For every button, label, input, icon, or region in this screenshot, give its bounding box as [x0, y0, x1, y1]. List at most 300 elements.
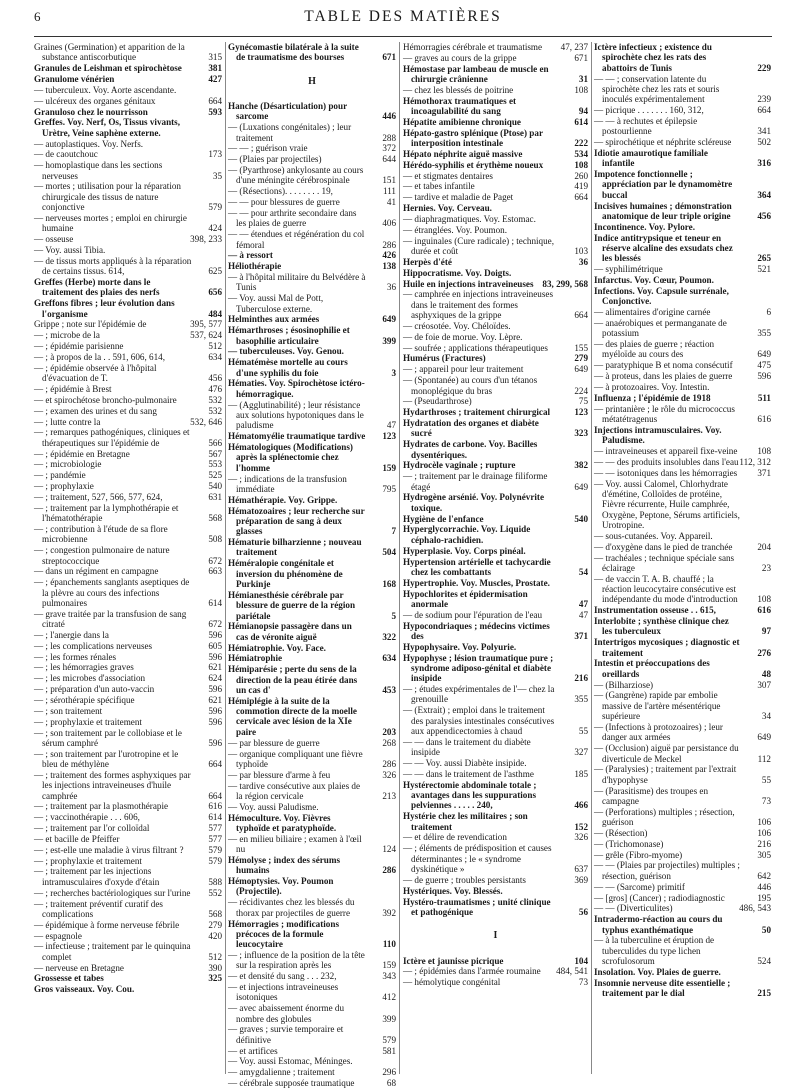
index-page-ref: 108 — [757, 594, 771, 605]
index-page-ref: 108 — [574, 159, 588, 170]
index-entry — [34, 330, 222, 340]
index-entry — [34, 449, 222, 459]
index-entry-text: Granulome vénérien — [34, 74, 115, 85]
index-entry-text: Instrumentation osseuse . . 615, — [594, 605, 716, 616]
index-entry-text: — ; traitement des formes asphyxiques par les injections intraveineuses d'huile camphrée — [34, 769, 191, 801]
index-entry-text: Hématurie bilharzienne ; nouveau traitement — [228, 537, 362, 558]
index-entry — [228, 293, 396, 314]
index-page-ref: 47 — [386, 420, 396, 431]
index-entry-text: — picrique . . . . . . . 160, 312, — [594, 105, 704, 116]
index-entry — [403, 705, 588, 736]
index-entry-text: — ; pandémie — [34, 470, 86, 481]
index-page-ref: 50 — [761, 924, 771, 935]
index-page-ref: 664 — [574, 310, 588, 321]
index-page-ref: 279 — [574, 353, 588, 364]
index-page-ref: 323 — [574, 428, 588, 439]
index-entry-text: — — pour blessures de guerre — [228, 197, 340, 208]
index-entry-text: — ; indications de la transfusion immédiate — [228, 473, 347, 494]
index-entry-text: Hydratation des organes et diabète sucré — [403, 418, 539, 439]
index-entry-text: Huile en injections intraveineuses — [403, 278, 534, 289]
index-page-ref: 553 — [208, 459, 222, 470]
index-entry-text: — — à rechutes et épilepsie postourlienne — [594, 115, 698, 137]
index-entry-text: Hémiplégie à la suite de la commotion directe de la moelle cervicale avec lésion de la XIe paire — [228, 695, 357, 737]
index-entry — [594, 233, 771, 264]
index-entry — [34, 481, 222, 491]
index-entry — [594, 275, 771, 285]
index-entry-text: Hémiparésie ; perte du sens de la direction de la peau étirée dans un cas d' — [228, 664, 358, 695]
index-entry — [403, 257, 588, 267]
index-entry-text: — Voy. aussi Estomac, Méninges. — [228, 1056, 353, 1067]
index-entry — [403, 160, 588, 170]
index-page-ref: 579 — [208, 844, 222, 855]
index-page-ref: 671 — [382, 52, 396, 63]
index-entry-text: Greffes. Voy. Nerf, Os, Tissus vivants, Urètre, Veine saphène externe. — [34, 117, 181, 138]
index-entry — [34, 577, 222, 608]
index-entry-text: — (Parasitisme) des troupes en campagne — [594, 785, 709, 806]
index-entry-text: — spirochétique et néphrite scléreuse — [594, 137, 732, 148]
index-page-ref: 566 — [208, 437, 222, 448]
index-entry — [228, 272, 396, 293]
index-page-ref: 276 — [757, 647, 771, 658]
index-entry — [594, 893, 771, 903]
index-page-ref: 671 — [574, 52, 588, 63]
index-entry-text: Gros vaisseaux. Voy. Cou. — [34, 984, 135, 995]
index-entry — [403, 514, 588, 524]
index-entry — [228, 400, 396, 431]
index-page-ref: 279 — [208, 919, 222, 930]
index-page-ref: 195 — [757, 892, 771, 903]
index-entry-text: Hérédo-syphilis et érythème noueux — [403, 159, 544, 170]
index-column-4 — [594, 42, 771, 1082]
index-entry — [594, 425, 771, 446]
index-page-ref: 372 — [382, 143, 396, 154]
index-page-ref: 112 — [757, 753, 771, 764]
index-entry-text: Hippocratisme. Voy. Doigts. — [403, 267, 512, 278]
index-entry-text: — ; microbiologie — [34, 459, 102, 470]
index-entry-text: — tuberculeuses. Voy. Genou. — [228, 346, 344, 357]
index-entry-text: — ; traitement par la plasmothérapie — [34, 801, 169, 812]
index-entry — [594, 690, 771, 721]
index-entry — [594, 764, 771, 785]
index-entry — [594, 137, 771, 147]
index-entry — [228, 506, 396, 537]
index-entry-text: — sous-cutanées. Voy. Appareil. — [594, 530, 713, 541]
index-entry — [403, 524, 588, 545]
index-entry-text: — avec abaissement énorme du nombre des globules — [228, 1003, 345, 1024]
index-entry — [228, 558, 396, 589]
index-page-ref: 47 — [578, 598, 588, 609]
index-entry-text: — ; congestion pulmonaire de nature streptococcique — [34, 545, 170, 566]
index-entry — [403, 897, 588, 918]
index-entry-text: — ; les formes rénales — [34, 651, 117, 662]
index-column-2 — [228, 42, 396, 1089]
index-entry — [403, 42, 588, 52]
index-entry — [403, 966, 588, 976]
index-entry — [403, 653, 588, 684]
index-entry-text: — ; prophylaxie et traitement — [34, 855, 142, 866]
index-entry — [228, 664, 396, 695]
index-entry-text: Hypertension artérielle et tachycardie chez les combattants — [403, 556, 551, 577]
index-entry — [403, 214, 588, 224]
index-page-ref: 47 — [578, 609, 588, 620]
index-page-ref: 36 — [578, 256, 588, 267]
index-entry — [228, 1056, 396, 1066]
index-entry-text: — (Gangrène) rapide par embolie massive de l'artère mésentérique supérieure — [594, 690, 721, 722]
index-entry — [403, 737, 588, 758]
index-entry-text: — — dans le traitement de l'asthme — [403, 768, 534, 779]
index-page-ref: 621 — [208, 694, 222, 705]
index-page-ref: 97 — [761, 626, 771, 637]
index-page-ref: 637 — [574, 863, 588, 874]
index-entry — [228, 738, 396, 748]
index-page-ref: 532, 646 — [190, 416, 222, 427]
index-page-ref: 634 — [208, 351, 222, 362]
section-letter: I — [493, 930, 498, 942]
index-entry-text: — ; contribution à l'étude de sa flore microbienne — [34, 523, 168, 545]
index-page-ref: 3 — [391, 367, 396, 378]
index-entry — [403, 610, 588, 620]
index-entry — [34, 319, 222, 329]
index-entry-text: Ictère infectieux ; existence du spirochète chez les rats des abattoirs de Tunis — [594, 42, 712, 73]
index-page-ref: 656 — [208, 287, 222, 298]
index-entry — [594, 371, 771, 381]
index-entry — [228, 42, 396, 63]
index-page-ref: 110 — [382, 939, 396, 950]
index-entry-text: Intertrigos mycosiques ; diagnostic et traitement — [594, 637, 740, 658]
index-entry-text: — alimentaires d'origine carnée — [594, 307, 711, 318]
index-entry — [594, 286, 771, 307]
index-entry-text: Idiotie amaurotique familiale infantile — [594, 147, 708, 169]
index-entry-text: — à l'hôpital militaire du Belvédère à Tunis — [228, 272, 366, 293]
index-page-ref: 588 — [208, 876, 222, 887]
index-entry-text: — ; appareil pour leur traitement — [403, 364, 524, 375]
index-entry-text: — syphilimétrique — [594, 264, 663, 275]
index-entry — [34, 812, 222, 822]
index-entry-text: Hypophyse ; lésion traumatique pure ; syndrome adiposo-génital et diabète insipide — [403, 652, 554, 684]
index-page-ref: 475 — [757, 360, 771, 371]
index-entry — [34, 609, 222, 630]
index-entry-text: — et délire de revendication — [403, 832, 507, 843]
index-page-ref: 371 — [574, 630, 588, 641]
index-entry-text: — de tissus morts appliqués à la réparation de certains tissus. 614, — [34, 255, 192, 277]
index-entry — [34, 931, 222, 941]
index-entry — [228, 834, 396, 855]
index-entry — [228, 474, 396, 495]
index-entry — [34, 652, 222, 662]
index-page-ref: 371 — [757, 467, 771, 478]
index-page-ref: 288 — [382, 132, 396, 143]
page-header — [34, 6, 772, 32]
index-page-ref: 537, 624 — [190, 330, 222, 341]
index-entry-text: — (Luxations congénitales) ; leur traitement — [228, 122, 352, 143]
index-entry-text: — ; recherches bactériologiques sur l'urine — [34, 887, 191, 898]
index-entry — [403, 557, 588, 578]
index-entry-text: — par blessure de guerre — [228, 737, 320, 748]
index-page-ref: 152 — [574, 821, 588, 832]
index-page-ref: 35 — [212, 170, 222, 181]
index-entry — [228, 1046, 396, 1056]
index-page-ref: 524 — [757, 956, 771, 967]
index-page-ref: 593 — [208, 106, 222, 117]
index-entry — [228, 197, 396, 207]
index-page-ref: 316 — [757, 158, 771, 169]
index-entry-text: — et injections intraveineuses isotoniques — [228, 982, 339, 1003]
index-entry-text: — ; lutte contre la — [34, 416, 101, 427]
index-entry — [34, 630, 222, 640]
index-entry-text: — — (Diverticulites) — [594, 903, 673, 914]
index-entry — [403, 758, 588, 768]
index-entry — [594, 542, 771, 552]
index-entry — [228, 1067, 396, 1077]
index-entry-text: Hyperplasie. Voy. Corps pinéal. — [403, 545, 526, 556]
index-page-ref: 36 — [386, 282, 396, 293]
index-page-ref: 390 — [208, 962, 222, 973]
index-entry-text: Héliothérapie — [228, 261, 282, 272]
index-page-ref: 54 — [578, 566, 588, 577]
index-entry — [228, 314, 396, 324]
index-entry — [594, 616, 771, 637]
index-page-ref: 355 — [757, 328, 771, 339]
index-page-ref: 399 — [382, 335, 396, 346]
index-entry-text: Grossesse et tabes — [34, 973, 104, 984]
index-entry-text: — — ; guérison vraie — [228, 143, 308, 154]
index-entry-text: — ; les complications nerveuses — [34, 640, 153, 651]
index-entry — [594, 637, 771, 658]
index-entry — [228, 813, 396, 834]
index-entry-text: — — Voy. aussi Diabète insipide. — [403, 758, 527, 769]
index-page-ref: 216 — [757, 838, 771, 849]
index-entry — [34, 823, 222, 833]
index-entry-text: Hernies. Voy. Cerveau. — [403, 203, 492, 214]
index-entry — [403, 171, 588, 181]
index-entry — [34, 42, 222, 63]
index-entry — [403, 128, 588, 149]
index-entry-text: — ; traitement, 527, 566, 577, 624, — [34, 491, 163, 502]
index-entry — [594, 382, 771, 392]
index-page-ref: 616 — [208, 801, 222, 812]
index-entry — [403, 832, 588, 842]
index-entry — [34, 256, 222, 277]
index-entry — [34, 834, 222, 844]
index-entry-text: — ; les microbes d'association — [34, 673, 146, 684]
index-entry — [34, 545, 222, 566]
index-entry — [228, 346, 396, 356]
index-entry-text: — (Paralysies) ; traitement par l'extrait d'hypophyse — [594, 764, 737, 785]
index-entry — [228, 208, 396, 229]
index-entry-text: — graves au cours de la grippe — [403, 52, 517, 63]
index-entry — [403, 225, 588, 235]
index-entry — [228, 971, 396, 981]
index-entry-text: — des plaies de guerre ; réaction myéloïde au cours des — [594, 339, 715, 360]
index-entry-text: — ; traitement préventif curatif des complications — [34, 898, 163, 919]
index-entry-text: — et stigmates dentaires — [403, 170, 493, 181]
index-entry-text: Hydarthroses ; traitement chirurgical — [403, 407, 551, 418]
index-entry — [594, 468, 771, 478]
index-entry — [594, 479, 771, 531]
index-entry-text: — grave traitée par la transfusion de sang citraté — [34, 608, 187, 630]
index-entry — [34, 695, 222, 705]
index-page-ref: 567 — [208, 448, 222, 459]
index-page-ref: 159 — [382, 960, 396, 971]
index-entry-text: — ; épidémie parisienne — [34, 341, 124, 352]
index-entry-text: — grêle (Fibro-myome) — [594, 849, 683, 860]
index-entry-text: Hémoculture. Voy. Fièvres typhoïde et paratyphoïde. — [228, 812, 337, 833]
index-entry — [403, 332, 588, 342]
index-page-ref: 83, 299, 568 — [542, 278, 588, 289]
index-page-ref: 412 — [382, 992, 396, 1003]
index-entry-text: Hémarthroses ; ésosinophilie et basophilie articulaire — [228, 325, 350, 346]
index-entry — [403, 353, 588, 363]
index-entry-text: — tuberculeux. Voy. Aorte ascendante. — [34, 84, 177, 95]
index-page-ref: 204 — [757, 541, 771, 552]
index-entry — [594, 307, 771, 317]
index-entry-text: — ; épidémie observée à l'hôpital d'évacuation de T. — [34, 362, 157, 384]
index-entry — [228, 1003, 396, 1024]
index-entry-text: — de caoutchouc — [34, 149, 98, 160]
index-page-ref: 649 — [757, 732, 771, 743]
index-entry — [403, 875, 588, 885]
index-entry — [594, 978, 771, 999]
index-entry-text: — ; épidémie en Bretagne — [34, 448, 130, 459]
index-entry — [34, 341, 222, 351]
index-entry — [594, 786, 771, 807]
index-column-1 — [34, 42, 222, 1082]
index-entry-text: — ; remarques pathogéniques, cliniques et thérapeutiques sur l'épidémie de — [34, 427, 190, 448]
index-entry-text: — paratyphique B et noma consécutif — [594, 360, 733, 371]
index-entry — [228, 876, 396, 897]
index-page-ref: 34 — [761, 711, 771, 722]
index-page-ref: 239 — [757, 94, 771, 105]
index-entry — [34, 352, 222, 362]
index-page-ref: 466 — [574, 800, 588, 811]
index-entry-text: — ; traitement par les injections intramusculaires d'oxyde d'étain — [34, 866, 160, 887]
index-entry — [34, 899, 222, 920]
index-entry — [34, 856, 222, 866]
index-page-ref: 579 — [208, 855, 222, 866]
index-entry — [403, 192, 588, 202]
index-entry — [594, 116, 771, 137]
index-page-ref: 424 — [208, 223, 222, 234]
index-entry-text: — à la tuberculine et éruption de tuberculides du type lichen scrofulosorum — [594, 935, 715, 967]
index-page-ref: 381 — [208, 63, 222, 74]
index-entry-text: — dans un régiment en campagne — [34, 566, 159, 577]
index-entry — [34, 888, 222, 898]
index-entry — [228, 431, 396, 441]
index-entry-text: Hématies. Voy. Spirochètose ictéro-hémorragique. — [228, 378, 365, 399]
index-entry-text: Hématomyélie traumatique tardive — [228, 431, 366, 442]
index-entry — [34, 107, 222, 117]
index-page-ref: 326 — [574, 832, 588, 843]
index-page-ref: 325 — [208, 973, 222, 984]
index-entry-text: — — isotoniques dans les hémorragies — [594, 467, 738, 478]
index-entry-text: — nerveuses mortes ; emploi en chirurgie humaine — [34, 213, 187, 234]
index-entry-text: — ; sérothérapie spécifique — [34, 694, 135, 705]
index-entry — [594, 914, 771, 935]
index-entry-text: — ; vaccinothérapie . . . 606, — [34, 812, 140, 823]
index-entry — [403, 343, 588, 353]
index-entry — [34, 524, 222, 545]
index-page-ref: 596 — [757, 371, 771, 382]
index-page-ref: 399 — [382, 1013, 396, 1024]
index-entry — [228, 250, 396, 260]
index-page-ref: 596 — [208, 651, 222, 662]
index-page-ref: 579 — [208, 202, 222, 213]
index-entry — [403, 546, 588, 556]
index-page-ref: 392 — [382, 907, 396, 918]
index-page-ref: 286 — [382, 865, 396, 876]
index-entry — [34, 920, 222, 930]
index-page-ref: 215 — [757, 988, 771, 999]
index-entry-text: — (Bilharziose) — [594, 679, 654, 690]
index-page-ref: 568 — [208, 513, 222, 524]
index-page-ref: 106 — [757, 817, 771, 828]
index-entry — [403, 64, 588, 85]
index-page-ref: 616 — [757, 414, 771, 425]
index-page-ref: 104 — [574, 955, 588, 966]
index-entry — [228, 781, 396, 802]
index-entry-text: Hémorragies cérébrale et traumatisme — [403, 42, 543, 52]
index-entry — [594, 680, 771, 690]
column-divider — [399, 42, 400, 1074]
index-entry-text: Hystéro-traumatismes ; unité clinique et pathogénique — [403, 896, 551, 917]
index-entry — [228, 653, 396, 663]
index-entry — [34, 384, 222, 394]
index-entry-text: — ; l'anergie dans la — [34, 629, 109, 640]
index-entry — [228, 154, 396, 164]
index-entry-text: Hémathérapie. Voy. Grippe. — [228, 494, 338, 505]
index-entry-text: — de foie de morue. Voy. Lèpre. — [403, 331, 523, 342]
index-entry-text: — — (Plaies par projectiles) multiples ; résection, guérison — [594, 860, 740, 881]
index-entry — [403, 289, 588, 320]
index-entry-text: — (Trichomonase) — [594, 838, 664, 849]
index-entry-text: — et densité du sang . . . 232, — [228, 971, 337, 982]
index-entry — [594, 74, 771, 105]
index-entry-text: — ; épanchements sanglants aseptiques de la plèvre au cours des infections pulmonaires — [34, 577, 190, 608]
index-page-ref: 486, 543 — [739, 903, 771, 914]
index-entry — [594, 807, 771, 828]
index-entry — [594, 360, 771, 370]
index-entry-text: Graines (Germination) et apparition de la substance antiscorbutique — [34, 42, 185, 63]
index-page-ref: 456 — [757, 211, 771, 221]
index-page-ref: 614 — [574, 116, 588, 127]
index-entry — [228, 1024, 396, 1045]
index-entry — [403, 203, 588, 213]
index-page-ref: 286 — [382, 239, 396, 250]
index-entry — [594, 148, 771, 169]
index-page-ref: 476 — [208, 384, 222, 394]
index-page-ref: 577 — [208, 833, 222, 844]
index-entry — [228, 855, 396, 876]
index-entry-text: — (Pyarthrose) ankylosante au cours d'une méningite cérébrospinale — [228, 165, 364, 186]
index-page-ref: 624 — [208, 673, 222, 684]
index-entry — [403, 684, 588, 705]
index-page-ref: 326 — [382, 769, 396, 780]
index-entry — [228, 101, 396, 122]
index-entry — [403, 977, 588, 987]
index-entry — [403, 578, 588, 588]
index-entry-text: — camphrée en injections intraveineuses dans le traitement des formes asphyxiques de la grippe — [403, 289, 554, 321]
index-entry-text: — (Occlusion) aiguë par persistance du diverticule de Meckel — [594, 743, 739, 764]
index-entry — [34, 706, 222, 716]
index-page-ref: 596 — [208, 684, 222, 695]
index-entry-text: — hémolytique congénital — [403, 977, 501, 988]
index-entry — [594, 860, 771, 881]
index-entry-text: Helminthes aux armées — [228, 314, 320, 325]
index-entry — [594, 446, 771, 456]
index-entry — [594, 404, 771, 425]
index-page-ref: 398, 233 — [190, 234, 222, 245]
index-entry — [34, 503, 222, 524]
